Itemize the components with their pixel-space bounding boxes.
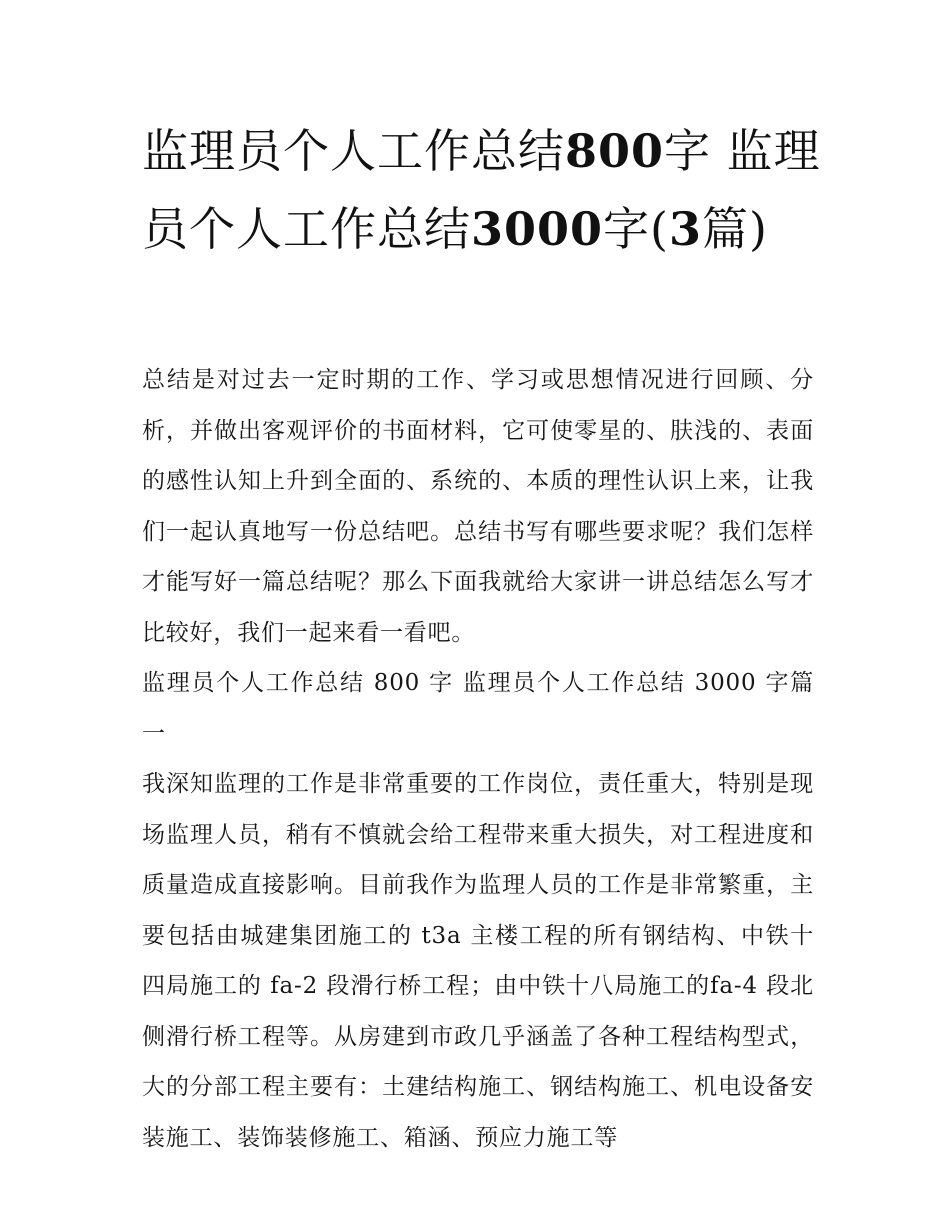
title-text-4: 篇): [702, 202, 768, 256]
title-text-2: 字 监理员个人工作总结: [142, 124, 821, 256]
document-title: [142, 112, 822, 268]
title-text-3: 字(: [603, 202, 669, 256]
title-number-3000: 3000: [471, 202, 604, 256]
title-number-3: 3: [668, 202, 702, 256]
title-text-1: 监理员个人工作总结: [142, 124, 565, 178]
body-paragraph: 我深知监理的工作是非常重要的工作岗位，责任重大，特别是现场监理人员，稍有不慎就会给工程带来重大损失，对工程进度和质量造成直接影响。目前我作为监理人员的工作是非常繁重，主要包括由城建集团施工的 t3a 主楼工程的所有钢结构、中铁十四局施工的 fa-2 段滑行桥工程；由中铁十八局施工的fa-4 段北侧滑行桥工程等。从房建到市政几乎涵盖了各种工程结构型式，大的分部工程主要有：土建结构施工、钢结构施工、机电设备安装施工、装饰装修施工、箱涵、预应力施工等: [142, 771, 814, 1151]
title-number-800: 800: [565, 124, 665, 178]
section-heading: 监理员个人工作总结 800 字 监理员个人工作总结 3000 字篇一: [142, 670, 814, 747]
document-body: [142, 355, 814, 1163]
intro-paragraph: 总结是对过去一定时期的工作、学习或思想情况进行回顾、分析，并做出客观评价的书面材料，它可使零星的、肤浅的、表面的感性认知上升到全面的、系统的、本质的理性认识上来，让我们一起认真地写一份总结吧。总结书写有哪些要求呢？我们怎样才能写好一篇总结呢？那么下面我就给大家讲一讲总结怎么写才比较好，我们一起来看一看吧。: [142, 367, 814, 646]
